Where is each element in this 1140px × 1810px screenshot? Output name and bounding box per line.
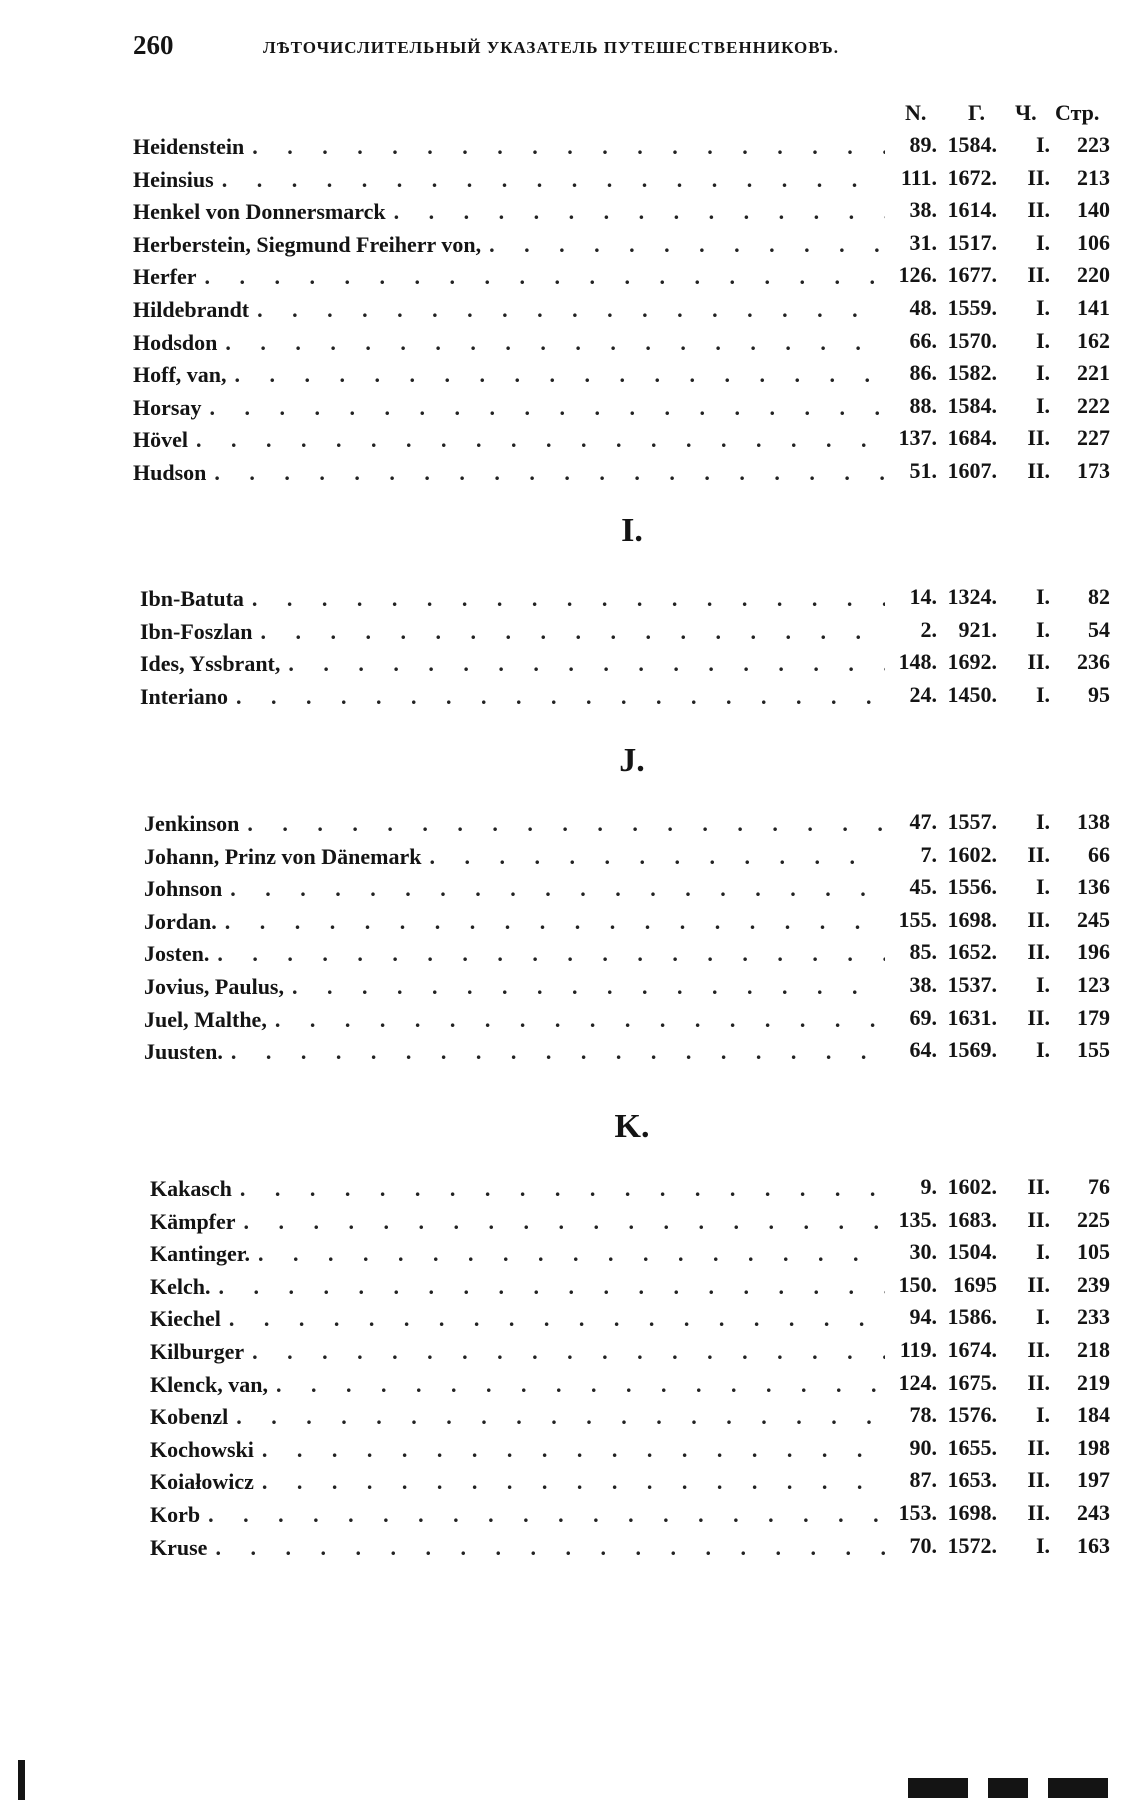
entry-year: 1684. xyxy=(947,425,997,451)
entry-year: 1652. xyxy=(947,939,997,965)
entry-numbers xyxy=(885,1300,1110,1332)
entry-page: 243 xyxy=(1077,1500,1110,1525)
entry-part: II. xyxy=(1027,1337,1050,1362)
traveller-name: Herberstein, Siegmund Freiherr von, xyxy=(133,231,482,257)
index-entry xyxy=(133,193,1110,225)
entry-page: 198 xyxy=(1077,1434,1110,1460)
entry-year: 921. xyxy=(958,616,997,642)
traveller-name: Heinsius xyxy=(133,166,214,192)
dot-leader xyxy=(284,974,885,1000)
entry-page: 213 xyxy=(1077,164,1110,190)
entry-part: I. xyxy=(1035,1532,1050,1558)
index-entry xyxy=(144,805,1110,837)
entry-part: II. xyxy=(1027,262,1050,288)
entry-year: 1584. xyxy=(947,132,997,157)
entry-year: 1504. xyxy=(947,1239,997,1265)
entry-number: 48. xyxy=(909,295,937,320)
traveller-name: Kilburger xyxy=(150,1339,245,1364)
dot-leader xyxy=(244,1339,885,1365)
section-letter: K. xyxy=(614,1108,650,1145)
dot-leader xyxy=(280,651,885,677)
index-entry xyxy=(133,226,1110,258)
entry-numbers xyxy=(885,258,1110,290)
entry-part: II. xyxy=(1027,1174,1050,1199)
entry-year: 1517. xyxy=(947,229,997,255)
index-entry xyxy=(150,1366,1110,1398)
entry-year: 1698. xyxy=(947,1500,997,1525)
entry-year: 1584. xyxy=(947,392,997,418)
footer-mark-left xyxy=(18,1760,25,1800)
entry-numbers xyxy=(885,291,1110,323)
entry-number: 85. xyxy=(909,939,937,965)
entry-numbers xyxy=(885,805,1110,837)
entry-number: 148. xyxy=(898,649,937,675)
traveller-name: Ides, Yssbrant, xyxy=(140,651,281,677)
entry-part: I. xyxy=(1035,360,1050,386)
entry-number: 153. xyxy=(898,1500,937,1525)
dot-leader xyxy=(197,264,886,290)
traveller-name: Kakasch xyxy=(150,1176,232,1201)
entry-page: 123 xyxy=(1077,972,1110,997)
entry-page: 155 xyxy=(1077,1037,1110,1063)
traveller-name: Johnson xyxy=(144,876,223,902)
index-entry xyxy=(140,613,1110,645)
index-entry xyxy=(133,324,1110,356)
traveller-name: Herfer xyxy=(133,264,197,290)
dot-leader xyxy=(249,297,885,323)
dot-leader xyxy=(209,941,885,967)
entry-year: 1653. xyxy=(947,1467,997,1493)
traveller-name: Kobenzl xyxy=(150,1404,229,1430)
entry-number: 14. xyxy=(909,584,937,609)
entry-number: 87. xyxy=(909,1467,937,1493)
traveller-name: Kelch. xyxy=(150,1273,211,1299)
entry-number: 45. xyxy=(909,874,937,900)
dot-leader xyxy=(386,199,885,225)
entry-part: II. xyxy=(1027,649,1050,675)
entry-part: II. xyxy=(1027,841,1050,867)
entry-number: 126. xyxy=(898,262,937,288)
index-entry xyxy=(144,1033,1110,1065)
entry-number: 70. xyxy=(909,1532,937,1558)
traveller-name: Kämpfer xyxy=(150,1208,236,1234)
entry-page: 222 xyxy=(1077,392,1110,418)
dot-leader xyxy=(236,1209,885,1235)
entry-part: II. xyxy=(1027,1434,1050,1460)
index-entry xyxy=(133,291,1110,323)
traveller-name: Kruse xyxy=(150,1534,208,1560)
index-entry xyxy=(133,421,1110,453)
entry-page: 105 xyxy=(1077,1239,1110,1265)
entry-part: I. xyxy=(1035,681,1050,707)
traveller-name: Kochowski xyxy=(150,1436,254,1462)
entry-numbers xyxy=(885,613,1110,645)
entry-year: 1324. xyxy=(947,584,997,609)
traveller-name: Hudson xyxy=(133,460,207,485)
dot-leader xyxy=(200,1502,885,1528)
entry-part: I. xyxy=(1035,132,1050,157)
index-entry xyxy=(133,161,1110,193)
dot-leader xyxy=(244,134,885,160)
entry-page: 141 xyxy=(1077,295,1110,320)
entry-number: 155. xyxy=(898,906,937,932)
entry-part: I. xyxy=(1035,295,1050,320)
entry-numbers xyxy=(885,1235,1110,1267)
entry-number: 78. xyxy=(909,1402,937,1428)
index-entry xyxy=(140,580,1110,612)
entry-year: 1586. xyxy=(947,1304,997,1330)
entry-number: 89. xyxy=(909,132,937,157)
entry-numbers xyxy=(885,454,1110,486)
entry-numbers xyxy=(885,935,1110,967)
index-entry xyxy=(150,1300,1110,1332)
entry-numbers xyxy=(885,389,1110,421)
entry-number: 86. xyxy=(909,360,937,386)
entry-number: 7. xyxy=(920,841,937,867)
entry-part: II. xyxy=(1027,1004,1050,1030)
entry-number: 111. xyxy=(900,164,937,190)
traveller-name: Hildebrandt xyxy=(133,297,250,322)
traveller-name: Johann, Prinz von Dänemark xyxy=(144,843,422,869)
dot-leader xyxy=(252,619,885,645)
entry-number: 31. xyxy=(909,229,937,255)
entry-page: 218 xyxy=(1077,1337,1110,1362)
running-title: ЛѢТОЧИСЛИТЕЛЬНЫЙ УКАЗАТЕЛЬ ПУТЕШЕСТВЕННИКОВЪ. xyxy=(263,38,839,57)
entry-year: 1607. xyxy=(947,458,997,483)
index-entry xyxy=(144,968,1110,1000)
entry-number: 64. xyxy=(909,1037,937,1063)
entry-part: II. xyxy=(1027,458,1050,483)
index-entry xyxy=(150,1398,1110,1430)
column-head-year: Г. xyxy=(968,100,986,125)
entry-year: 1675. xyxy=(947,1369,997,1395)
traveller-name: Jenkinson xyxy=(144,811,240,836)
index-entry xyxy=(150,1203,1110,1235)
traveller-name: Kiechel xyxy=(150,1306,221,1332)
dot-leader xyxy=(232,1176,885,1202)
entry-year: 1631. xyxy=(947,1004,997,1030)
dot-leader xyxy=(201,395,885,421)
entry-part: I. xyxy=(1035,972,1050,997)
entry-numbers xyxy=(885,356,1110,388)
entry-year: 1692. xyxy=(947,649,997,675)
entry-number: 135. xyxy=(898,1206,937,1232)
dot-leader xyxy=(228,1404,885,1430)
entry-number: 69. xyxy=(909,1004,937,1030)
entry-year: 1698. xyxy=(947,906,997,932)
entry-number: 124. xyxy=(898,1369,937,1395)
dot-leader xyxy=(188,427,885,453)
section-letter: J. xyxy=(619,742,645,779)
traveller-name: Jordan. xyxy=(144,908,217,934)
entry-part: I. xyxy=(1035,809,1050,834)
entry-page: 236 xyxy=(1077,649,1110,675)
dot-leader xyxy=(250,1241,885,1267)
column-head-part: Ч. xyxy=(1015,100,1037,125)
index-entry xyxy=(144,935,1110,967)
entry-part: I. xyxy=(1035,229,1050,255)
index-entry xyxy=(150,1333,1110,1365)
dot-leader xyxy=(268,1372,885,1398)
traveller-name: Josten. xyxy=(144,941,210,967)
entry-numbers xyxy=(885,1366,1110,1398)
dot-leader xyxy=(207,1535,885,1561)
entry-numbers xyxy=(885,1001,1110,1033)
entry-part: II. xyxy=(1027,906,1050,932)
entry-year: 1602. xyxy=(947,1174,997,1199)
entry-number: 90. xyxy=(909,1434,937,1460)
entry-page: 221 xyxy=(1077,360,1110,386)
traveller-name: Korb xyxy=(150,1502,201,1527)
entry-numbers xyxy=(885,1170,1110,1202)
dot-leader xyxy=(217,330,885,356)
entry-numbers xyxy=(885,1033,1110,1065)
entry-numbers xyxy=(885,838,1110,870)
index-entry xyxy=(133,356,1110,388)
entry-page: 227 xyxy=(1077,425,1110,451)
index-entry xyxy=(140,678,1110,710)
index-entry xyxy=(133,128,1110,160)
index-entry xyxy=(150,1170,1110,1202)
entry-part: II. xyxy=(1027,1467,1050,1493)
index-entry xyxy=(150,1268,1110,1300)
index-entry xyxy=(133,258,1110,290)
traveller-name: Jovius, Paulus, xyxy=(144,974,284,999)
entry-part: I. xyxy=(1035,616,1050,642)
entry-page: 197 xyxy=(1077,1467,1110,1493)
entry-number: 51. xyxy=(909,458,937,483)
entry-number: 137. xyxy=(898,425,937,451)
index-entry xyxy=(150,1496,1110,1528)
index-entry xyxy=(140,645,1110,677)
entry-page: 223 xyxy=(1077,132,1110,157)
index-entry xyxy=(144,870,1110,902)
entry-number: 38. xyxy=(909,197,937,223)
entry-numbers xyxy=(885,1398,1110,1430)
entry-year: 1537. xyxy=(947,972,997,997)
dot-leader xyxy=(221,1306,885,1332)
dot-leader xyxy=(217,909,885,935)
traveller-name: Juusten. xyxy=(144,1039,223,1065)
entry-numbers xyxy=(885,580,1110,612)
entry-numbers xyxy=(885,678,1110,710)
entry-number: 47. xyxy=(909,809,937,834)
index-entry xyxy=(150,1463,1110,1495)
entry-numbers xyxy=(885,226,1110,258)
entry-page: 106 xyxy=(1077,229,1110,255)
entry-part: I. xyxy=(1035,392,1050,418)
entry-year: 1576. xyxy=(947,1402,997,1428)
index-entry xyxy=(144,903,1110,935)
entry-part: I. xyxy=(1035,1402,1050,1428)
entry-year: 1582. xyxy=(947,360,997,386)
index-entry xyxy=(133,454,1110,486)
index-entry xyxy=(150,1529,1110,1561)
entry-numbers xyxy=(885,903,1110,935)
traveller-name: Heidenstein xyxy=(133,134,245,159)
traveller-name: Juel, Malthe, xyxy=(144,1006,267,1032)
entry-year: 1450. xyxy=(947,681,997,707)
entry-page: 179 xyxy=(1077,1004,1110,1030)
entry-part: I. xyxy=(1035,1037,1050,1063)
entry-part: I. xyxy=(1035,584,1050,609)
entry-numbers xyxy=(885,193,1110,225)
entry-numbers xyxy=(885,421,1110,453)
entry-numbers xyxy=(885,1431,1110,1463)
entry-year: 1672. xyxy=(947,164,997,190)
entry-part: II. xyxy=(1027,164,1050,190)
entry-numbers xyxy=(885,1529,1110,1561)
section-letter: I. xyxy=(621,512,643,549)
index-entry xyxy=(144,1001,1110,1033)
dot-leader xyxy=(421,844,885,870)
traveller-name: Horsay xyxy=(133,394,202,420)
column-head-n: N. xyxy=(905,100,927,125)
traveller-name: Henkel von Donnersmarck xyxy=(133,199,386,225)
entry-page: 54 xyxy=(1088,616,1110,642)
entry-numbers xyxy=(885,324,1110,356)
entry-number: 88. xyxy=(909,392,937,418)
traveller-name: Klenck, van, xyxy=(150,1371,268,1397)
entry-year: 1674. xyxy=(947,1337,997,1362)
entry-numbers xyxy=(885,1203,1110,1235)
entry-numbers xyxy=(885,1268,1110,1300)
entry-page: 138 xyxy=(1077,809,1110,834)
entry-page: 173 xyxy=(1077,458,1110,483)
entry-year: 1683. xyxy=(947,1206,997,1232)
traveller-name: Kantinger. xyxy=(150,1241,251,1267)
entry-page: 245 xyxy=(1077,906,1110,932)
dot-leader xyxy=(481,232,885,258)
entry-year: 1570. xyxy=(947,327,997,353)
entry-page: 225 xyxy=(1077,1206,1110,1232)
entry-page: 233 xyxy=(1077,1304,1110,1330)
entry-year: 1695 xyxy=(953,1271,997,1297)
index-entry xyxy=(133,389,1110,421)
index-entry xyxy=(150,1431,1110,1463)
entry-part: II. xyxy=(1027,1369,1050,1395)
entry-year: 1677. xyxy=(947,262,997,288)
entry-numbers xyxy=(885,870,1110,902)
entry-year: 1602. xyxy=(947,841,997,867)
entry-number: 66. xyxy=(909,327,937,353)
entry-part: I. xyxy=(1035,1239,1050,1265)
entry-part: II. xyxy=(1027,1500,1050,1525)
entry-part: II. xyxy=(1027,939,1050,965)
entry-numbers xyxy=(885,1463,1110,1495)
entry-number: 38. xyxy=(909,972,937,997)
entry-part: I. xyxy=(1035,874,1050,900)
entry-page: 184 xyxy=(1077,1402,1110,1428)
entry-numbers xyxy=(885,161,1110,193)
entry-page: 140 xyxy=(1077,197,1110,223)
dot-leader xyxy=(254,1437,885,1463)
traveller-name: Koiałowicz xyxy=(150,1469,254,1495)
entry-year: 1557. xyxy=(947,809,997,834)
entry-page: 136 xyxy=(1077,874,1110,900)
entry-year: 1572. xyxy=(947,1532,997,1558)
entry-part: II. xyxy=(1027,1206,1050,1232)
entry-number: 150. xyxy=(898,1271,937,1297)
entry-numbers xyxy=(885,128,1110,160)
page-header xyxy=(133,30,993,74)
column-head-page: Стр. xyxy=(1055,100,1100,125)
entry-page: 95 xyxy=(1088,681,1110,707)
entry-year: 1559. xyxy=(947,295,997,320)
entry-part: II. xyxy=(1027,197,1050,223)
traveller-name: Interiano xyxy=(140,683,228,709)
dot-leader xyxy=(211,1274,886,1300)
traveller-name: Ibn-Foszlan xyxy=(140,618,253,644)
entry-page: 239 xyxy=(1077,1271,1110,1297)
dot-leader xyxy=(206,460,885,486)
entry-year: 1655. xyxy=(947,1434,997,1460)
traveller-name: Hodsdon xyxy=(133,329,218,355)
entry-numbers xyxy=(885,645,1110,677)
dot-leader xyxy=(222,876,885,902)
dot-leader xyxy=(244,586,885,612)
entry-page: 219 xyxy=(1077,1369,1110,1395)
entry-part: II. xyxy=(1027,1271,1050,1297)
entry-part: II. xyxy=(1027,425,1050,451)
entry-page: 220 xyxy=(1077,262,1110,288)
entry-number: 119. xyxy=(899,1337,937,1362)
entry-part: I. xyxy=(1035,1304,1050,1330)
entry-number: 30. xyxy=(909,1239,937,1265)
dot-leader xyxy=(223,1039,885,1065)
entry-number: 24. xyxy=(909,681,937,707)
dot-leader xyxy=(254,1469,885,1495)
entry-numbers xyxy=(885,1333,1110,1365)
entry-part: I. xyxy=(1035,327,1050,353)
dot-leader xyxy=(239,811,885,837)
dot-leader xyxy=(228,684,885,710)
traveller-name: Hoff, van, xyxy=(133,362,227,388)
dot-leader xyxy=(227,362,886,388)
entry-number: 2. xyxy=(920,616,937,642)
entry-page: 163 xyxy=(1077,1532,1110,1558)
entry-number: 94. xyxy=(909,1304,937,1330)
entry-number: 9. xyxy=(920,1174,937,1199)
index-entry xyxy=(150,1235,1110,1267)
dot-leader xyxy=(267,1007,885,1033)
entry-year: 1556. xyxy=(947,874,997,900)
entry-numbers xyxy=(885,1496,1110,1528)
traveller-name: Ibn-Batuta xyxy=(140,586,244,611)
entry-numbers xyxy=(885,968,1110,1000)
entry-page: 82 xyxy=(1088,584,1110,609)
traveller-name: Hövel xyxy=(133,427,188,453)
index-entry xyxy=(144,838,1110,870)
dot-leader xyxy=(214,167,885,193)
entry-page: 76 xyxy=(1088,1174,1110,1199)
entry-year: 1614. xyxy=(947,197,997,223)
page-number: 260 xyxy=(133,30,174,60)
footer-mark-right xyxy=(908,1778,1108,1798)
entry-page: 196 xyxy=(1077,939,1110,965)
entry-page: 162 xyxy=(1077,327,1110,353)
entry-year: 1569. xyxy=(947,1037,997,1063)
entry-page: 66 xyxy=(1088,841,1110,867)
